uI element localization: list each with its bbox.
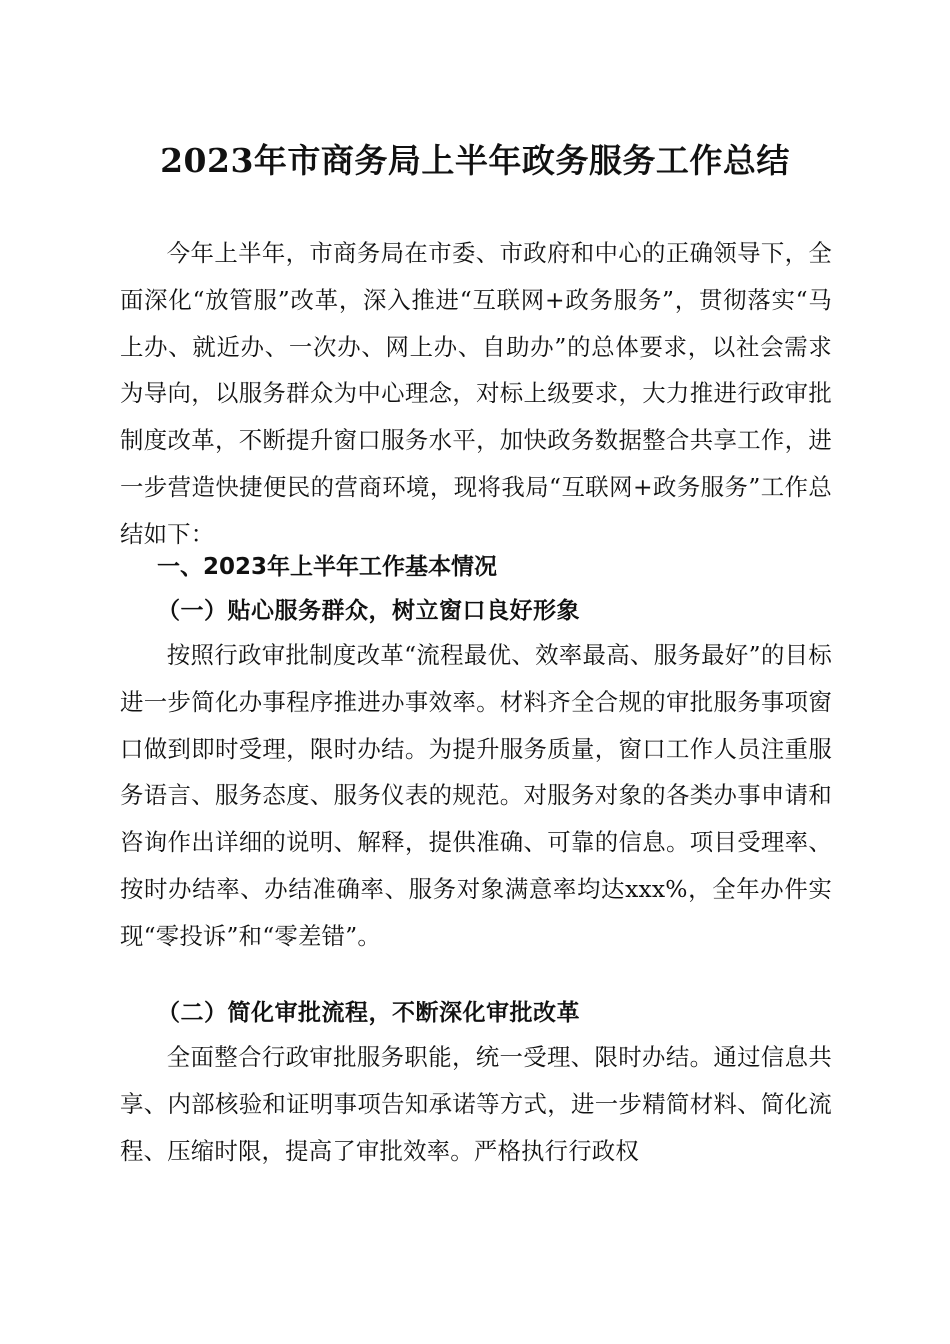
section-heading: 一、2023年上半年工作基本情况 — [157, 554, 498, 580]
subsection-paragraph: 按照行政审批制度改革“流程最优、效率最高、服务最好”的目标进一步简化办事程序推进办事效率。材料齐全合规的审批服务事项窗口做到即时受理，限时办结。为提升服务质量，窗口工作人员注重服务语言、服务态度、服务仪表的规范。对服务对象的各类办事申请和咨询作出详细的说明、解释，提供准确、可靠的信息。项目受理率、按时办结率、办结准确率、服务对象满意率均达xxx%，全年办件实现“零投诉”和“零差错”。 — [120, 641, 832, 950]
subsection-paragraph: 全面整合行政审批服务职能，统一受理、限时办结。通过信息共享、内部核验和证明事项告知承诺等方式，进一步精简材料、简化流程、压缩时限，提高了审批效率。严格执行行政权 — [120, 1043, 832, 1165]
intro-paragraph: 今年上半年，市商务局在市委、市政府和中心的正确领导下，全面深化“放管服”改革，深入推进“互联网+政务服务”，贯彻落实“马上办、就近办、一次办、网上办、自助办”的总体要求，以社会需求为导向，以服务群众为中心理念，对标上级要求，大力推进行政审批制度改革，不断提升窗口服务水平，加快政务数据整合共享工作，进一步营造快捷便民的营商环境，现将我局“互联网+政务服务”工作总结如下： — [120, 239, 832, 548]
subsection-heading: （二）简化审批流程，不断深化审批改革 — [157, 999, 580, 1026]
subsection-heading: （一）贴心服务群众，树立窗口良好形象 — [157, 597, 580, 624]
document-title: 2023年市商务局上半年政务服务工作总结 — [160, 141, 790, 180]
